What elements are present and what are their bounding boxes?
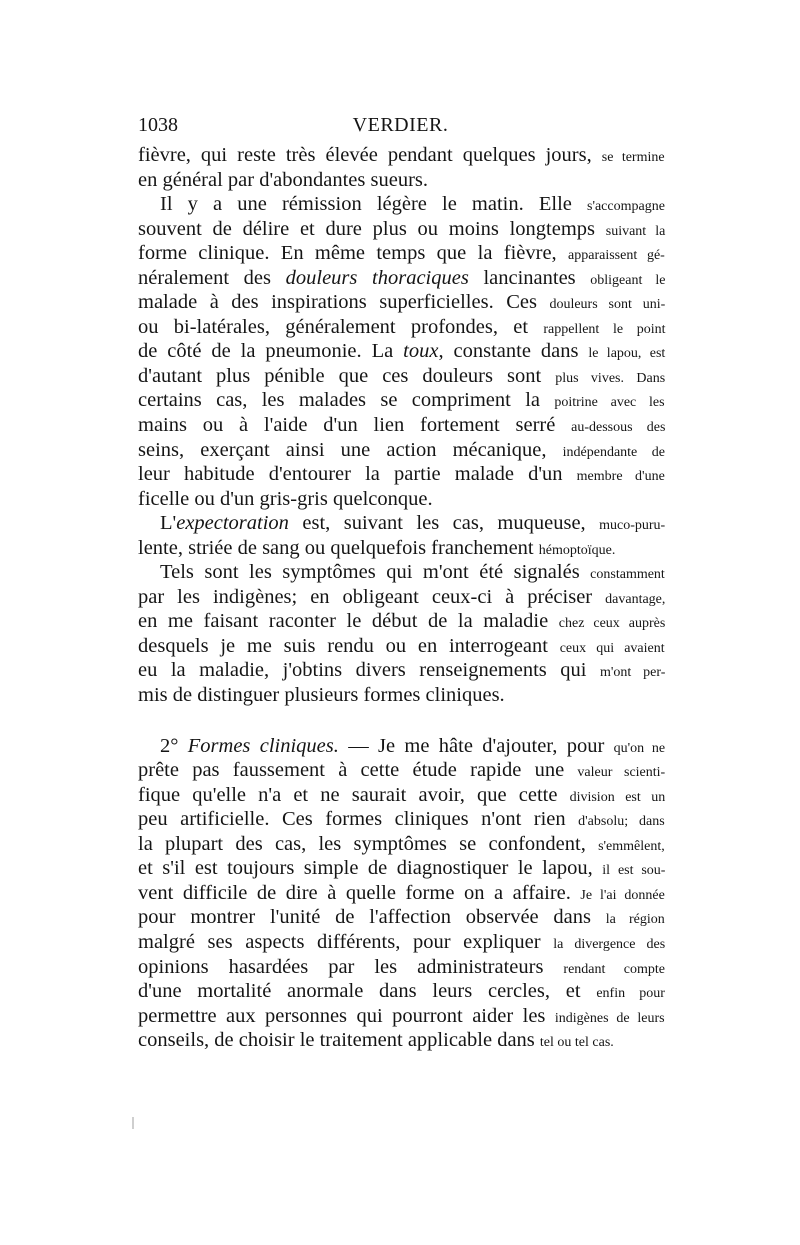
- text-line: [138, 217, 665, 242]
- text-segment: la région: [605, 912, 665, 928]
- italic-term: toux: [403, 340, 439, 363]
- text-segment: Il y a une rémission légère le matin. Elle: [160, 193, 587, 216]
- text-segment: membre d'une: [576, 469, 665, 485]
- paragraph: [138, 511, 665, 560]
- text-line: [138, 856, 665, 881]
- text-segment: Tels sont les symptômes qui m'ont été signalés: [160, 561, 591, 584]
- paragraph: [138, 734, 665, 1053]
- text-segment: fièvre, qui reste très élevée pendant quelques jours,: [138, 144, 602, 166]
- text-line: [138, 658, 665, 683]
- text-segment: indigènes de leurs: [554, 1010, 665, 1026]
- text-segment: desquels je me suis rendu ou en interrogeant: [138, 634, 560, 657]
- text-segment: lente, striée de sang ou quelquefois franchement: [138, 536, 539, 559]
- text-line: [138, 905, 665, 930]
- text-segment: en général par d'abondantes sueurs.: [138, 168, 429, 191]
- text-line: [138, 832, 665, 857]
- text-segment: lancinantes: [468, 266, 591, 289]
- italic-term: Formes cliniques.: [187, 734, 339, 757]
- text-segment: vent difficile de dire à quelle forme on a affaire.: [138, 881, 581, 904]
- text-segment: d'une mortalité anormale dans leurs cercles, et: [138, 980, 597, 1003]
- text-line: [138, 487, 665, 512]
- paragraph: [138, 192, 665, 511]
- text-segment: davantage,: [605, 591, 666, 607]
- text-line: [138, 339, 665, 364]
- text-segment: eu la maladie, j'obtins divers renseignements qui: [138, 659, 600, 682]
- text-line: [138, 783, 665, 808]
- text-segment: le lapou, est: [588, 346, 666, 362]
- text-line: [138, 1004, 665, 1029]
- text-line: [138, 955, 665, 980]
- body-text: [138, 143, 665, 1053]
- text-line: [138, 462, 665, 487]
- text-line: [138, 438, 665, 463]
- text-segment: apparaissent gé-: [568, 248, 665, 264]
- page-header: [138, 110, 663, 140]
- text-segment: m'ont per-: [599, 665, 666, 681]
- text-segment: leur habitude d'entourer la partie malade d'un: [138, 463, 577, 486]
- text-segment: L': [160, 512, 177, 535]
- text-segment: enfin pour: [596, 986, 665, 1002]
- text-segment: par les indigènes; en obligeant ceux-ci à préciser: [138, 585, 606, 608]
- text-line: [138, 192, 665, 217]
- text-segment: tel ou tel cas.: [539, 1035, 614, 1051]
- text-line: [138, 511, 665, 536]
- margin-mark: [132, 1117, 134, 1129]
- text-segment: plus vives. Dans: [555, 370, 666, 386]
- text-segment: néralement des: [138, 266, 286, 289]
- text-segment: hémoptoïque.: [538, 542, 616, 558]
- text-segment: Je l'ai donnée: [580, 887, 665, 903]
- text-line: [138, 413, 665, 438]
- text-line: [138, 364, 665, 389]
- text-segment: ficelle ou d'un gris-gris quelconque.: [138, 487, 433, 510]
- text-segment: constamment: [590, 567, 665, 583]
- text-line: [138, 979, 665, 1004]
- text-segment: suivant la: [605, 223, 666, 239]
- text-segment: peu artificielle. Ces formes cliniques n'ont rien: [138, 808, 579, 831]
- text-segment: prête pas faussement à cette étude rapide une: [138, 759, 578, 782]
- text-line: [138, 683, 665, 708]
- text-segment: seins, exerçant ainsi une action mécanique,: [138, 438, 563, 461]
- text-segment: et s'il est toujours simple de diagnostiquer le lapou,: [138, 857, 603, 880]
- text-line: [138, 881, 665, 906]
- italic-term: douleurs thoraciques: [285, 266, 469, 289]
- text-segment: conseils, de choisir le traitement applicable dans: [138, 1029, 540, 1052]
- text-line: [138, 143, 665, 168]
- text-segment: de côté de la pneumonie. La: [138, 340, 404, 363]
- text-line: [138, 585, 665, 610]
- page-number: 1038: [138, 114, 178, 136]
- text-line: [138, 734, 665, 759]
- text-line: [138, 634, 665, 659]
- text-segment: muco-puru-: [599, 518, 666, 534]
- text-segment: permettre aux personnes qui pourront aider les: [138, 1004, 555, 1027]
- section-gap: [138, 708, 665, 734]
- text-segment: douleurs sont uni-: [549, 297, 666, 313]
- text-segment: certains cas, les malades se compriment la: [138, 389, 555, 412]
- text-segment: souvent de délire et dure plus ou moins longtemps: [138, 217, 606, 240]
- text-segment: — Je me hâte d'ajouter, pour: [338, 734, 614, 757]
- text-line: [138, 388, 665, 413]
- text-segment: d'autant plus pénible que ces douleurs sont: [138, 364, 556, 387]
- text-segment: malgré ses aspects différents, pour expliquer: [138, 930, 554, 953]
- text-line: [138, 168, 665, 193]
- text-line: [138, 609, 665, 634]
- text-segment: ceux qui avaient: [559, 640, 665, 656]
- paragraph: [138, 560, 665, 707]
- text-line: [138, 758, 665, 783]
- text-segment: valeur scienti-: [577, 765, 666, 781]
- text-line: [138, 266, 665, 291]
- text-segment: division est un: [569, 789, 666, 805]
- text-segment: pour montrer l'unité de l'affection observée dans: [138, 906, 606, 929]
- text-segment: la plupart des cas, les symptômes se confondent,: [138, 832, 599, 855]
- italic-term: expectoration: [176, 512, 289, 535]
- text-segment: ou bi-latérales, généralement profondes, et: [138, 315, 544, 338]
- text-line: [138, 315, 665, 340]
- text-segment: mains ou à l'aide d'un lien fortement serré: [138, 414, 572, 437]
- text-segment: indépendante de: [562, 444, 665, 460]
- text-line: [138, 1028, 665, 1053]
- text-segment: poitrine avec les: [554, 395, 665, 411]
- text-segment: opinions hasardées par les administrateurs: [138, 955, 564, 978]
- paragraph: [138, 143, 665, 192]
- text-segment: en me faisant raconter le début de la maladie: [138, 610, 559, 633]
- text-segment: rendant compte: [563, 961, 665, 977]
- text-segment: 2°: [160, 734, 188, 757]
- text-segment: malade à des inspirations superficielles. Ces: [138, 291, 550, 314]
- text-segment: d'absolu; dans: [578, 814, 665, 830]
- text-segment: s'accompagne: [587, 199, 665, 215]
- text-line: [138, 807, 665, 832]
- text-segment: fique qu'elle n'a et ne saurait avoir, que cette: [138, 783, 570, 806]
- text-segment: au-dessous des: [571, 420, 666, 436]
- text-segment: forme clinique. En même temps que la fièvre,: [138, 242, 569, 265]
- text-segment: la divergence des: [553, 936, 666, 952]
- text-line: [138, 560, 665, 585]
- text-segment: qu'on ne: [613, 740, 666, 756]
- text-segment: mis de distinguer plusieurs formes cliniques.: [138, 684, 505, 707]
- text-segment: s'emmêlent,: [598, 838, 665, 854]
- text-segment: obligeant le: [590, 272, 666, 288]
- text-segment: chez ceux auprès: [558, 616, 666, 632]
- text-segment: il est sou-: [602, 863, 666, 879]
- text-line: [138, 290, 665, 315]
- text-line: [138, 930, 665, 955]
- running-head: VERDIER.: [352, 114, 449, 136]
- text-segment: , constante dans: [438, 340, 589, 363]
- text-line: [138, 536, 665, 561]
- text-segment: est, suivant les cas, muqueuse,: [288, 512, 600, 535]
- text-segment: rappellent le point: [543, 321, 666, 337]
- text-line: [138, 241, 665, 266]
- text-segment: se termine: [601, 150, 665, 165]
